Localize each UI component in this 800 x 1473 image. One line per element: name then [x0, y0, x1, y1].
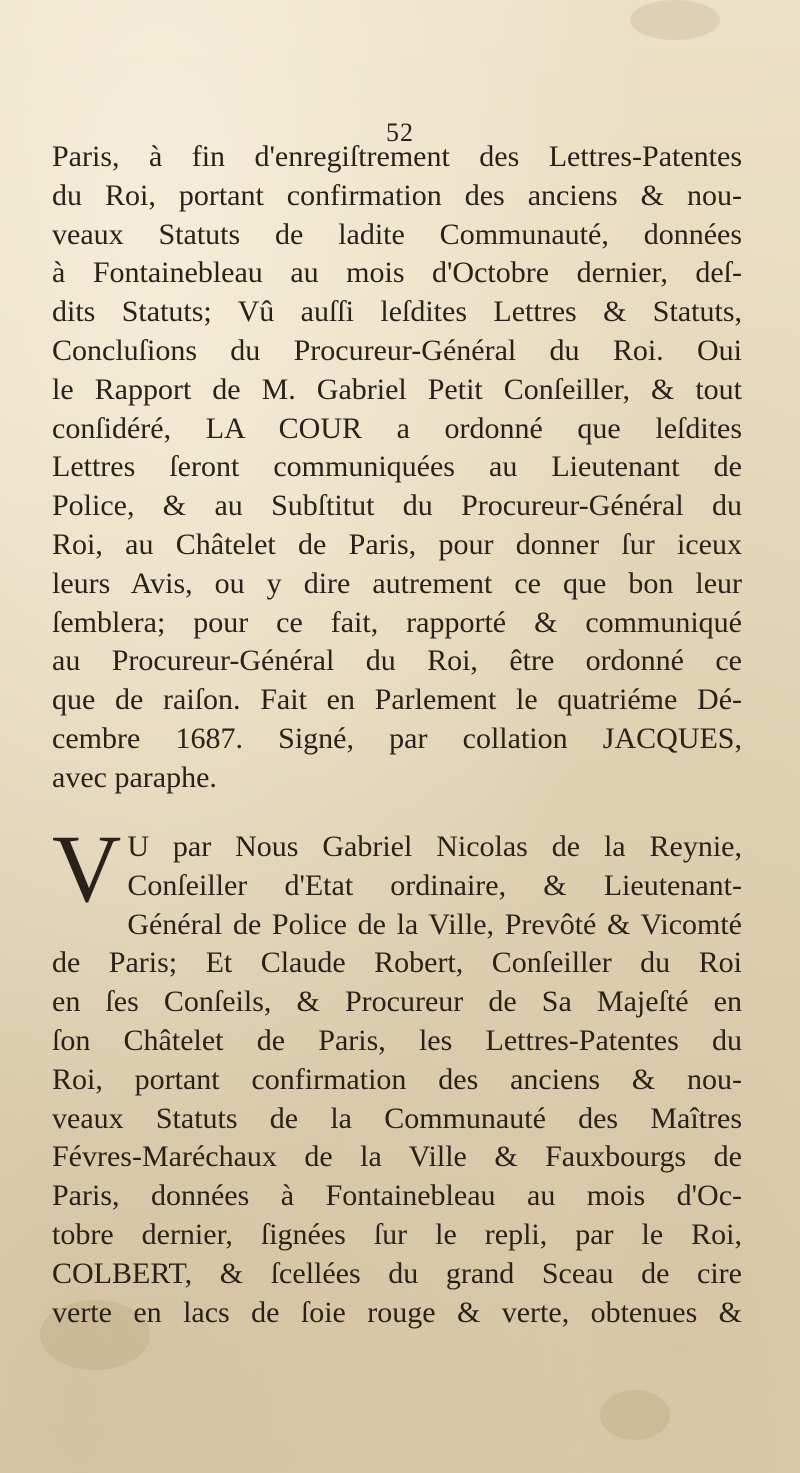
- paper-stain: [630, 0, 720, 40]
- text-line: ſemblera; pour ce fait, rapporté & communiqué: [52, 605, 742, 639]
- text-line: conſidéré, LA COUR a ordonné que leſdites: [52, 411, 742, 445]
- text-line: ſon Châtelet de Paris, les Lettres-Patentes du: [52, 1023, 742, 1057]
- text-line: cembre 1687. Signé, par collation JACQUES,: [52, 721, 742, 755]
- text-line: veaux Statuts de ladite Communauté, données: [52, 217, 742, 251]
- text-line: Roi, portant confirmation des anciens & nou-: [52, 1062, 742, 1096]
- text-line: du Roi, portant confirmation des anciens & nou-: [52, 178, 742, 212]
- text-line: le Rapport de M. Gabriel Petit Conſeiller, & tout: [52, 372, 742, 406]
- text-line: dits Statuts; Vû auſſi leſdites Lettres & Statuts,: [52, 295, 742, 329]
- page-number: 52: [386, 118, 414, 147]
- text-line: tobre dernier, ſignées ſur le repli, par le Roi,: [52, 1217, 742, 1251]
- text-line: que de raiſon. Fait en Parlement le quatriéme Dé-: [52, 683, 742, 717]
- text-line: Févres-Maréchaux de la Ville & Fauxbourgs de: [52, 1140, 742, 1174]
- text-line: Conſeiller d'Etat ordinaire, & Lieutenant-: [127, 868, 742, 902]
- text-line: COLBERT, & ſcellées du grand Sceau de cire: [52, 1256, 742, 1290]
- text-line: avec paraphe.: [52, 760, 217, 794]
- text-line: de Paris; Et Claude Robert, Conſeiller du Roi: [52, 946, 742, 980]
- text-line: veaux Statuts de la Communauté des Maîtres: [52, 1101, 742, 1135]
- paper-stain: [600, 1390, 670, 1440]
- text-line: verte en lacs de ſoie rouge & verte, obtenues &: [52, 1295, 742, 1329]
- text-line: Général de Police de la Ville, Prevôté & Vicomté: [127, 907, 742, 941]
- text-line: au Procureur-Général du Roi, être ordonné ce: [52, 644, 742, 678]
- text-line: leurs Avis, ou y dire autrement ce que bon leur: [52, 566, 742, 600]
- text-line: en ſes Conſeils, & Procureur de Sa Majeſté en: [52, 985, 742, 1019]
- text-line: Lettres ſeront communiquées au Lieutenant de: [52, 450, 742, 484]
- text-line: Paris, données à Fontainebleau au mois d'Oc-: [52, 1179, 742, 1213]
- drop-cap: V: [52, 815, 122, 922]
- text-line: Concluſions du Procureur-Général du Roi. Oui: [52, 333, 742, 367]
- paragraph-arret: [52, 138, 742, 798]
- text-line: Roi, au Châtelet de Paris, pour donner ſur iceux: [52, 527, 742, 561]
- text-line: Police, & au Subſtitut du Procureur-Général du: [52, 489, 742, 523]
- text-line: U par Nous Gabriel Nicolas de la Reynie,: [127, 830, 742, 863]
- text-line: à Fontainebleau au mois d'Octobre dernier, deſ-: [52, 256, 742, 290]
- paragraph-ordonnance: [52, 815, 742, 1332]
- text-line: Paris, à fin d'enregiſtrement des Lettres-Patentes: [52, 140, 742, 173]
